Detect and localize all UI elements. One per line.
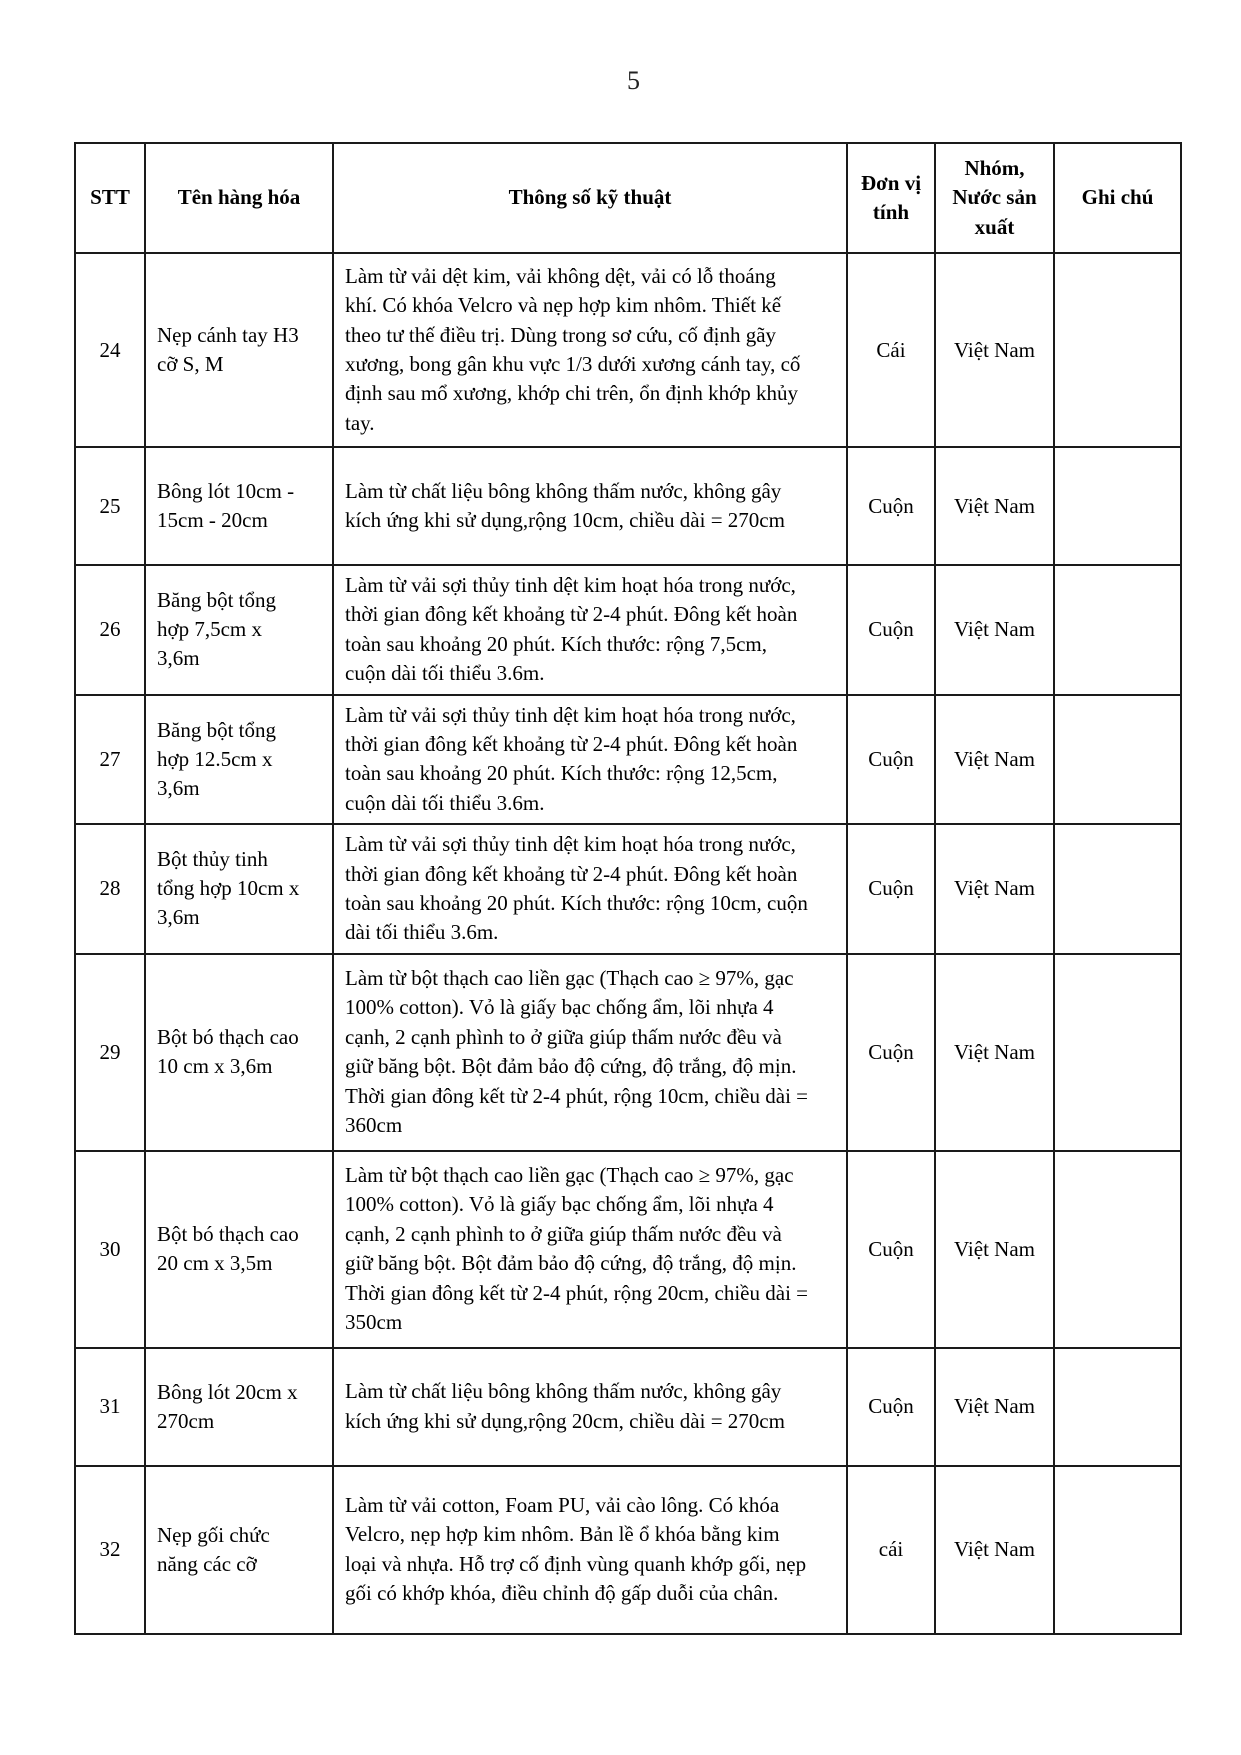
cell-country: Việt Nam (935, 695, 1054, 825)
cell-name: Bột thủy tinh tổng hợp 10cm x 3,6m (145, 824, 333, 954)
header-cell-spec: Thông số kỹ thuật (333, 143, 847, 253)
table-body (75, 253, 1181, 1634)
cell-spec: Làm từ chất liệu bông không thấm nước, không gây kích ứng khi sử dụng,rộng 10cm, chiều dài = 270cm (333, 447, 847, 565)
table-row (75, 695, 1181, 825)
cell-name: Bột bó thạch cao 20 cm x 3,5m (145, 1151, 333, 1348)
cell-stt: 28 (75, 824, 145, 954)
cell-unit: Cuộn (847, 824, 935, 954)
header-cell-stt: STT (75, 143, 145, 253)
cell-country: Việt Nam (935, 565, 1054, 695)
cell-country: Việt Nam (935, 447, 1054, 565)
cell-name: Bông lót 20cm x 270cm (145, 1348, 333, 1466)
cell-spec: Làm từ bột thạch cao liền gạc (Thạch cao ≥ 97%, gạc 100% cotton). Vỏ là giấy bạc chống ẩm, lõi nhựa 4 cạnh, 2 cạnh phình to ở giữa giúp thấm nước đều và giữ băng bột. Bột đảm bảo độ cứng, độ trắng, độ mịn. Thời gian đông kết từ 2-4 phút, rộng 20cm, chiều dài = 350cm (333, 1151, 847, 1348)
cell-note (1054, 954, 1181, 1151)
cell-country: Việt Nam (935, 1466, 1054, 1634)
cell-note (1054, 253, 1181, 447)
cell-name: Bông lót 10cm - 15cm - 20cm (145, 447, 333, 565)
cell-unit: Cuộn (847, 565, 935, 695)
cell-stt: 30 (75, 1151, 145, 1348)
cell-note (1054, 824, 1181, 954)
cell-note (1054, 1151, 1181, 1348)
cell-stt: 27 (75, 695, 145, 825)
cell-name: Nẹp cánh tay H3 cỡ S, M (145, 253, 333, 447)
table-row (75, 824, 1181, 954)
cell-country: Việt Nam (935, 824, 1054, 954)
header-cell-name: Tên hàng hóa (145, 143, 333, 253)
cell-stt: 25 (75, 447, 145, 565)
cell-note (1054, 1348, 1181, 1466)
header-cell-country: Nhóm, Nước sản xuất (935, 143, 1054, 253)
cell-spec: Làm từ vải sợi thủy tinh dệt kim hoạt hóa trong nước, thời gian đông kết khoảng từ 2-4 phút. Đông kết hoàn toàn sau khoảng 20 phút. Kích thước: rộng 7,5cm, cuộn dài tối thiểu 3.6m. (333, 565, 847, 695)
cell-note (1054, 447, 1181, 565)
cell-unit: Cuộn (847, 695, 935, 825)
cell-unit: Cái (847, 253, 935, 447)
table-row (75, 1466, 1181, 1634)
cell-note (1054, 695, 1181, 825)
cell-stt: 24 (75, 253, 145, 447)
cell-stt: 29 (75, 954, 145, 1151)
header-row (75, 143, 1181, 253)
products-table (74, 142, 1182, 1635)
cell-unit: Cuộn (847, 1348, 935, 1466)
cell-spec: Làm từ vải dệt kim, vải không dệt, vải có lỗ thoáng khí. Có khóa Velcro và nẹp hợp kim nhôm. Thiết kế theo tư thế điều trị. Dùng trong sơ cứu, cố định gãy xương, bong gân khu vực 1/3 dưới xương cánh tay, cố định sau mổ xương, khớp chi trên, ổn định khớp khủy tay. (333, 253, 847, 447)
cell-spec: Làm từ bột thạch cao liền gạc (Thạch cao ≥ 97%, gạc 100% cotton). Vỏ là giấy bạc chống ẩm, lõi nhựa 4 cạnh, 2 cạnh phình to ở giữa giúp thấm nước đều và giữ băng bột. Bột đảm bảo độ cứng, độ trắng, độ mịn. Thời gian đông kết từ 2-4 phút, rộng 10cm, chiều dài = 360cm (333, 954, 847, 1151)
table-header (75, 143, 1181, 253)
cell-country: Việt Nam (935, 1151, 1054, 1348)
cell-unit: Cuộn (847, 954, 935, 1151)
cell-unit: Cuộn (847, 1151, 935, 1348)
cell-spec: Làm từ vải sợi thủy tinh dệt kim hoạt hóa trong nước, thời gian đông kết khoảng từ 2-4 phút. Đông kết hoàn toàn sau khoảng 20 phút. Kích thước: rộng 12,5cm, cuộn dài tối thiểu 3.6m. (333, 695, 847, 825)
cell-spec: Làm từ chất liệu bông không thấm nước, không gây kích ứng khi sử dụng,rộng 20cm, chiều dài = 270cm (333, 1348, 847, 1466)
cell-unit: cái (847, 1466, 935, 1634)
table-row (75, 1151, 1181, 1348)
page-number: 5 (627, 66, 640, 95)
cell-country: Việt Nam (935, 954, 1054, 1151)
cell-name: Băng bột tổng hợp 7,5cm x 3,6m (145, 565, 333, 695)
cell-stt: 31 (75, 1348, 145, 1466)
cell-name: Băng bột tổng hợp 12.5cm x 3,6m (145, 695, 333, 825)
cell-note (1054, 1466, 1181, 1634)
cell-note (1054, 565, 1181, 695)
header-cell-note: Ghi chú (1054, 143, 1181, 253)
header-cell-unit: Đơn vị tính (847, 143, 935, 253)
table-row (75, 447, 1181, 565)
table-row (75, 253, 1181, 447)
cell-spec: Làm từ vải sợi thủy tinh dệt kim hoạt hóa trong nước, thời gian đông kết khoảng từ 2-4 phút. Đông kết hoàn toàn sau khoảng 20 phút. Kích thước: rộng 10cm, cuộn dài tối thiểu 3.6m. (333, 824, 847, 954)
cell-country: Việt Nam (935, 1348, 1054, 1466)
cell-stt: 26 (75, 565, 145, 695)
table-row (75, 565, 1181, 695)
table-row (75, 1348, 1181, 1466)
cell-spec: Làm từ vải cotton, Foam PU, vải cào lông. Có khóa Velcro, nẹp hợp kim nhôm. Bản lề ổ khóa bằng kim loại và nhựa. Hỗ trợ cố định vùng quanh khớp gối, nẹp gối có khớp khóa, điều chỉnh độ gấp duỗi của chân. (333, 1466, 847, 1634)
cell-unit: Cuộn (847, 447, 935, 565)
cell-name: Nẹp gối chức năng các cỡ (145, 1466, 333, 1634)
cell-name: Bột bó thạch cao 10 cm x 3,6m (145, 954, 333, 1151)
cell-stt: 32 (75, 1466, 145, 1634)
cell-country: Việt Nam (935, 253, 1054, 447)
table-row (75, 954, 1181, 1151)
